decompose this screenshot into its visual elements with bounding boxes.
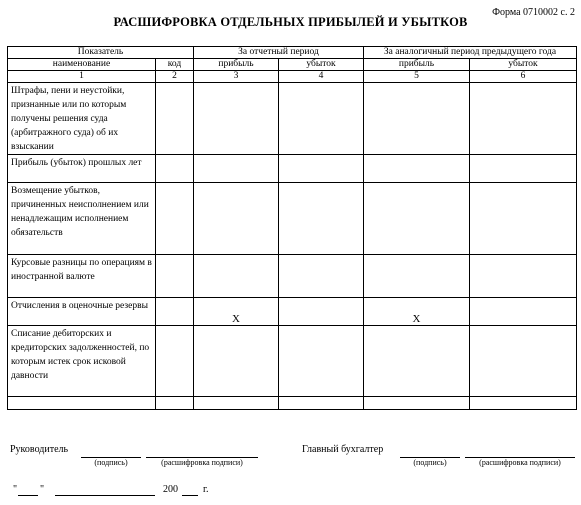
loss-current-cell[interactable] [279, 397, 364, 410]
row-label: Прибыль (убыток) прошлых лет [8, 155, 156, 183]
table-row [8, 183, 577, 255]
head-label: Руководитель [10, 444, 69, 455]
year-suffix: г. [203, 484, 209, 495]
accountant-signature-caption: (подпись) [413, 458, 447, 467]
row-code-cell[interactable] [156, 83, 194, 155]
loss-current-cell[interactable] [279, 155, 364, 183]
profit-previous-cell[interactable] [364, 183, 470, 255]
date-day-line[interactable] [18, 494, 38, 496]
header-row-2 [8, 59, 577, 71]
row-label: Списание дебиторских и кредиторских задолженностей, по которым истек срок исковой давности [8, 326, 156, 397]
header-current-period: За отчетный период [194, 47, 364, 59]
loss-previous-cell[interactable] [470, 83, 577, 155]
loss-current-cell[interactable] [279, 298, 364, 326]
column-number: 3 [194, 71, 279, 83]
loss-previous-cell[interactable] [470, 397, 577, 410]
row-code-cell[interactable] [156, 255, 194, 298]
column-number: 5 [364, 71, 470, 83]
table-row [8, 326, 577, 397]
loss-current-cell[interactable] [279, 183, 364, 255]
row-code-cell[interactable] [156, 326, 194, 397]
row-label: Отчисления в оценочные резервы [8, 298, 156, 326]
column-number: 6 [470, 71, 577, 83]
loss-current-cell[interactable] [279, 326, 364, 397]
profit-current-cell[interactable] [194, 397, 279, 410]
profit-current-cell[interactable] [194, 183, 279, 255]
loss-previous-cell[interactable] [470, 183, 577, 255]
breakdown-table [7, 46, 577, 410]
date-month-line[interactable] [55, 494, 155, 496]
header-indicator: Показатель [8, 47, 194, 59]
form-code: Форма 0710002 с. 2 [492, 7, 575, 18]
loss-current-cell[interactable] [279, 255, 364, 298]
row-code-cell[interactable] [156, 155, 194, 183]
column-number: 2 [156, 71, 194, 83]
head-decoding-caption: (расшифровка подписи) [161, 458, 243, 467]
col-code: код [156, 59, 194, 71]
date-quote-close: " [40, 484, 45, 495]
row-label: Курсовые разницы по операциям в иностранной валюте [8, 255, 156, 298]
row-label: Штрафы, пени и неустойки, признанные или по которым получены решения суда (арбитражного суда) об их взыскании [8, 83, 156, 155]
loss-previous-cell[interactable] [470, 255, 577, 298]
header-row-1 [8, 47, 577, 59]
loss-previous-cell[interactable] [470, 155, 577, 183]
row-code-cell[interactable] [156, 298, 194, 326]
loss-previous-cell[interactable] [470, 298, 577, 326]
profit-previous-cell[interactable] [364, 255, 470, 298]
col-profit-current: прибыль [194, 59, 279, 71]
profit-previous-cell[interactable] [364, 326, 470, 397]
profit-previous-cell[interactable] [364, 83, 470, 155]
date-quote-open: " [13, 484, 18, 495]
table-row [8, 83, 577, 155]
loss-current-cell[interactable] [279, 83, 364, 155]
table-row [8, 298, 577, 326]
profit-current-cell[interactable]: X [194, 298, 279, 326]
col-profit-previous: прибыль [364, 59, 470, 71]
page-title: РАСШИФРОВКА ОТДЕЛЬНЫХ ПРИБЫЛЕЙ И УБЫТКОВ [113, 15, 468, 29]
accountant-decoding-caption: (расшифровка подписи) [479, 458, 561, 467]
header-previous-period: За аналогичный период предыдущего года [364, 47, 577, 59]
profit-previous-cell[interactable] [364, 397, 470, 410]
profit-previous-cell[interactable] [364, 155, 470, 183]
table-row [8, 255, 577, 298]
row-label [8, 397, 156, 410]
column-number: 1 [8, 71, 156, 83]
profit-current-cell[interactable] [194, 155, 279, 183]
col-loss-current: убыток [279, 59, 364, 71]
table-row [8, 397, 577, 410]
profit-current-cell[interactable] [194, 83, 279, 155]
profit-current-cell[interactable] [194, 326, 279, 397]
column-number: 4 [279, 71, 364, 83]
col-name: наименование [8, 59, 156, 71]
row-code-cell[interactable] [156, 183, 194, 255]
column-numbers-row [8, 71, 577, 83]
profit-current-cell[interactable] [194, 255, 279, 298]
loss-previous-cell[interactable] [470, 326, 577, 397]
col-loss-previous: убыток [470, 59, 577, 71]
head-signature-caption: (подпись) [94, 458, 128, 467]
row-code-cell[interactable] [156, 397, 194, 410]
year-prefix: 200 [163, 484, 178, 495]
table-row [8, 155, 577, 183]
date-year-line[interactable] [182, 494, 198, 496]
row-label: Возмещение убытков, причиненных неисполнением или ненадлежащим исполнением обязательств [8, 183, 156, 255]
profit-previous-cell[interactable]: X [364, 298, 470, 326]
chief-accountant-label: Главный бухгалтер [302, 444, 384, 455]
